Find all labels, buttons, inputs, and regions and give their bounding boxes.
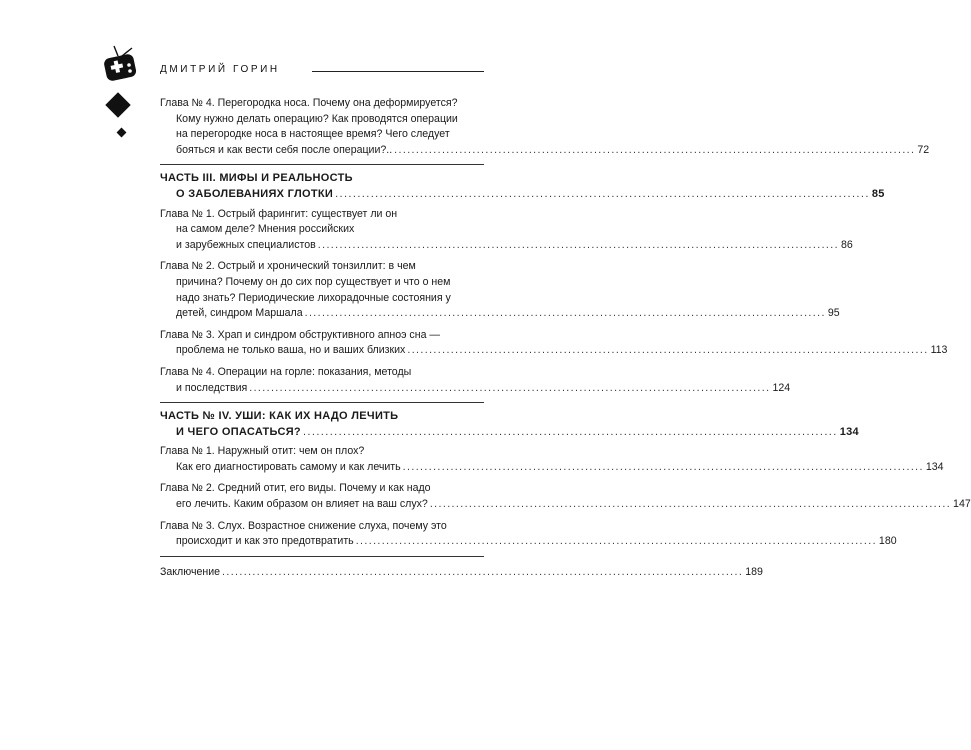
toc-chapter-entry (160, 328, 948, 359)
toc-chapter-entry (160, 365, 791, 396)
toc-entry-line: Глава № 3. Слух. Возрастное снижение слуха, почему это (160, 519, 447, 532)
dot-leader: ........................................................................................................................ (302, 425, 838, 438)
toc-entry-line: Глава № 1. Острый фарингит: существует ли он (160, 207, 398, 220)
toc-entry-text: бояться и как вести себя после операции?.. (176, 143, 393, 156)
tv-first-aid-icon (103, 46, 137, 82)
dot-leader: ........................................................................................................................ (394, 143, 916, 156)
toc-entry-line: на самом деле? Мнения российских (176, 223, 355, 236)
toc-entry-text: детей, синдром Маршала (176, 307, 303, 320)
toc-entry-line: ЧАСТЬ № IV. УШИ: КАК ИХ НАДО ЛЕЧИТЬ (160, 410, 399, 423)
toc-entry-line: Глава № 3. Храп и синдром обструктивного апноэ сна — (160, 328, 441, 341)
toc-entry-line (160, 343, 948, 359)
section-divider (160, 164, 484, 165)
toc-entry-line: на перегородке носа в настоящее время? Чего следует (176, 128, 450, 141)
toc-chapter-entry (160, 259, 840, 321)
toc-entry-line (160, 306, 840, 322)
toc-page-number: 95 (827, 307, 840, 320)
toc-page-number: 134 (839, 425, 859, 438)
small-diamond-icon (117, 128, 127, 138)
toc-entry-line: Глава № 2. Средний отит, его виды. Почему и как надо (160, 482, 431, 495)
toc-page-number: 72 (917, 143, 930, 156)
table-of-contents (160, 96, 971, 586)
toc-entry-line: Глава № 4. Перегородка носа. Почему она деформируется? (160, 97, 458, 109)
toc-entry-text: и зарубежных специалистов (176, 238, 316, 251)
dot-leader: ........................................................................................................................ (402, 460, 924, 473)
toc-chapter-entry (160, 519, 897, 550)
toc-entry-text: И ЧЕГО ОПАСАТЬСЯ? (176, 425, 301, 438)
toc-entry-text: и последствия (176, 381, 248, 394)
dot-leader: ........................................................................................................................ (222, 565, 744, 578)
dot-leader: ........................................................................................................................ (304, 307, 826, 320)
toc-page-number: 85 (871, 187, 885, 200)
dot-leader: ........................................................................................................................ (317, 238, 839, 251)
header-rule (312, 71, 484, 72)
toc-page-number: 147 (953, 498, 971, 511)
author-name: ДМИТРИЙ ГОРИН (160, 64, 280, 75)
toc-entry-line (160, 565, 763, 581)
dot-leader: ........................................................................................................................ (429, 498, 952, 511)
toc-entry-line: Глава № 4. Операции на горле: показания, методы (160, 365, 412, 378)
section-divider (160, 402, 484, 403)
toc-entry-line: Глава № 2. Острый и хронический тонзиллит: в чем (160, 260, 416, 273)
dot-leader: ........................................................................................................................ (355, 535, 877, 548)
toc-entry-line (160, 187, 885, 203)
toc-chapter-entry (160, 96, 930, 158)
toc-page-number: 113 (930, 344, 948, 357)
toc-entry-line (160, 497, 971, 513)
toc-entry-text: О ЗАБОЛЕВАНИЯХ ГЛОТКИ (176, 187, 334, 200)
book-logo-icon (96, 44, 152, 144)
toc-entry-line: надо знать? Периодические лихорадочные состояния у (176, 291, 451, 304)
dot-leader: ........................................................................................................................ (335, 187, 870, 200)
toc-page-number: 189 (745, 565, 763, 578)
dot-leader: ........................................................................................................................ (249, 381, 771, 394)
toc-entry-line (160, 534, 897, 550)
large-diamond-icon (105, 92, 130, 117)
toc-page-number: 124 (772, 381, 791, 394)
toc-chapter-entry (160, 565, 763, 581)
toc-entry-line (160, 425, 859, 441)
toc-entry-line: Кому нужно делать операцию? Как проводятся операции (176, 112, 458, 125)
toc-chapter-entry (160, 481, 971, 512)
toc-page-number: 86 (840, 238, 853, 251)
toc-entry-text: Заключение (160, 565, 221, 578)
toc-page-number: 134 (925, 460, 944, 473)
toc-part-entry (160, 409, 859, 440)
toc-chapter-entry (160, 444, 944, 475)
toc-entry-line (160, 460, 944, 476)
toc-part-entry (160, 171, 885, 202)
toc-chapter-entry (160, 207, 853, 254)
toc-entry-line: Глава № 1. Наружный отит: чем он плох? (160, 445, 365, 458)
toc-entry-line (160, 143, 930, 159)
toc-entry-text: происходит и как это предотвратить (176, 535, 354, 548)
toc-entry-line (160, 238, 853, 254)
running-header (160, 64, 484, 80)
section-divider (160, 556, 484, 557)
dot-leader: ........................................................................................................................ (407, 344, 929, 357)
toc-entry-line (160, 381, 791, 397)
toc-entry-text: его лечить. Каким образом он влияет на ваш слух? (176, 498, 428, 511)
toc-entry-text: Как его диагностировать самому и как лечить (176, 460, 401, 473)
toc-page-number: 180 (878, 535, 897, 548)
toc-entry-line: ЧАСТЬ III. МИФЫ И РЕАЛЬНОСТЬ (160, 172, 353, 185)
toc-entry-text: проблема не только ваша, но и ваших близких (176, 344, 406, 357)
toc-entry-line: причина? Почему он до сих пор существует и что о нем (176, 275, 451, 288)
